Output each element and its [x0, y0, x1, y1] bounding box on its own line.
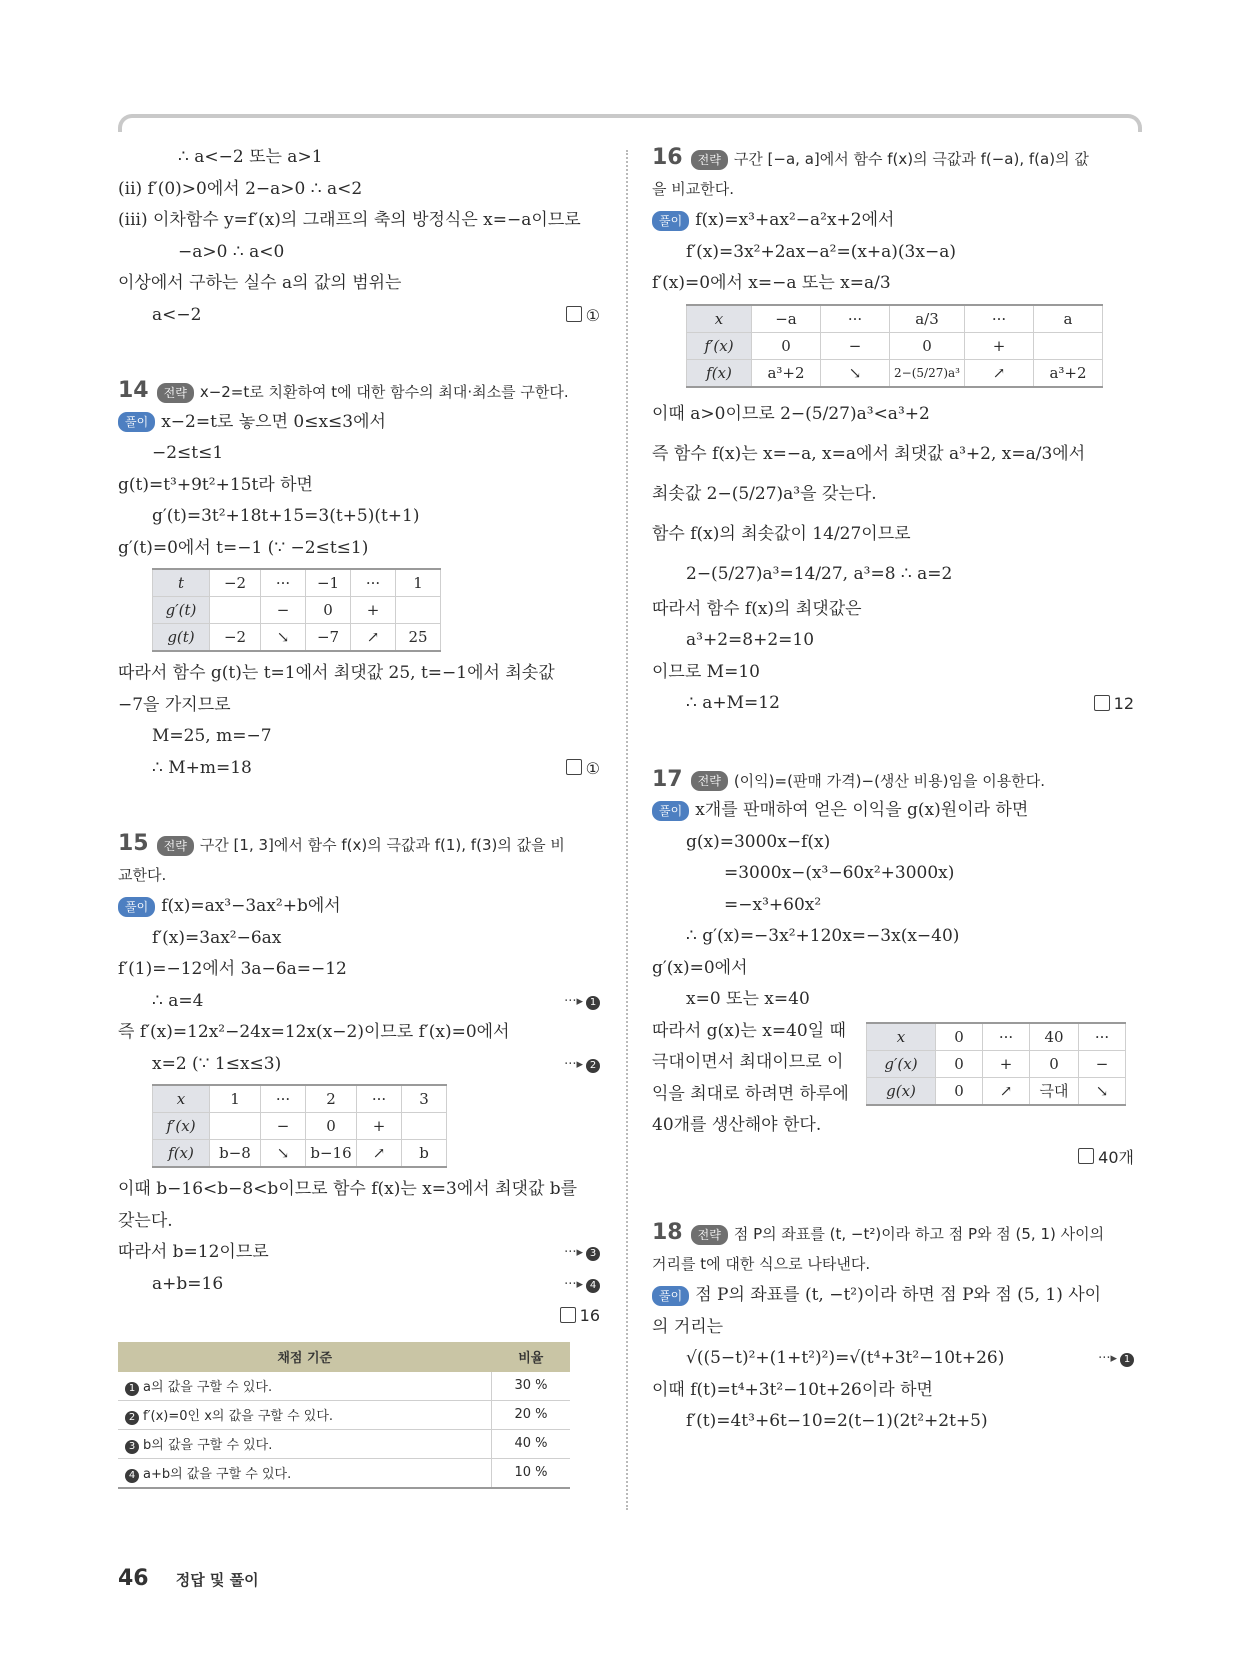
solution-tag: 풀이	[118, 897, 155, 917]
solution-line: 2−(5/27)a³=14/27, a³=8 ∴ a=2	[686, 563, 953, 584]
grading-ratio: 20 %	[492, 1400, 571, 1429]
strategy-text: 교한다.	[118, 865, 167, 884]
solution-line: =−x³+60x²	[724, 894, 822, 915]
answer-icon	[566, 306, 582, 322]
table-cell: ···	[261, 1085, 306, 1113]
table-cell: g′(x)	[867, 1050, 936, 1077]
problem-17-conclusion	[652, 1016, 1134, 1142]
variation-table-15	[152, 1084, 447, 1168]
solution-text: 따라서 b=12이므로	[118, 1242, 269, 1262]
solution-line: 의 거리는	[652, 1316, 724, 1337]
table-cell: f(x)	[687, 359, 752, 387]
table-cell: a	[1034, 305, 1103, 333]
answer-value: ①	[585, 758, 600, 778]
table-cell: ↘	[1079, 1077, 1126, 1105]
table-cell	[210, 1113, 261, 1140]
solution-tag: 풀이	[652, 1286, 689, 1306]
step-badge: 4	[125, 1469, 139, 1483]
page-footer	[118, 1566, 259, 1591]
strategy-tag: 전략	[691, 150, 728, 170]
solution-tag: 풀이	[118, 412, 155, 432]
solution-line: g′(x)=0에서	[652, 957, 748, 978]
table-cell: −2	[210, 624, 261, 652]
solution-line: ∴ g′(x)=−3x²+120x=−3x(x−40)	[686, 926, 960, 946]
table-cell: 2	[306, 1085, 357, 1113]
table-cell: −a	[752, 305, 821, 333]
table-cell: f′(x)	[153, 1113, 210, 1140]
table-cell: x	[687, 305, 752, 333]
strategy-text: 구간 [1, 3]에서 함수 f(x)의 극값과 f(1), f(3)의 값을 비	[199, 836, 565, 854]
table-cell: 극대	[1030, 1077, 1079, 1105]
solution-line	[118, 891, 600, 923]
grading-ratio: 40 %	[492, 1429, 571, 1458]
solution-line	[652, 688, 1134, 720]
solution-text: a+b=16	[152, 1273, 224, 1294]
table-cell: ···	[351, 569, 396, 597]
solution-tag: 풀이	[652, 801, 689, 821]
variation-table-17-wrap	[866, 1022, 1126, 1106]
criterion-text: a의 값을 구할 수 있다.	[143, 1379, 273, 1395]
answer-mark	[566, 300, 600, 332]
variation-table-14	[152, 568, 441, 652]
table-cell: ↘	[261, 1140, 306, 1168]
table-cell	[210, 597, 261, 624]
table-cell: ···	[261, 569, 306, 597]
solution-line: −7을 가지므로	[118, 694, 231, 715]
table-cell: ···	[357, 1085, 402, 1113]
strategy-tag: 전략	[691, 1225, 728, 1245]
table-cell: t	[153, 569, 210, 597]
solution-line	[652, 1280, 1134, 1312]
answer-mark	[652, 1142, 1134, 1174]
grading-criterion	[118, 1429, 492, 1458]
step-marker-4: ···▸ 4	[564, 1269, 600, 1301]
solution-tag: 풀이	[652, 211, 689, 231]
step-badge: 1	[125, 1382, 139, 1396]
result-text: ∴ a+M=12	[686, 693, 780, 713]
table-cell: ···	[821, 305, 890, 333]
strategy-text: 구간 [−a, a]에서 함수 f(x)의 극값과 f(−a), f(a)의 값	[733, 150, 1089, 168]
answer-mark	[566, 753, 600, 785]
table-cell: 2−(5/27)a³	[890, 359, 965, 387]
solution-line: 즉 f′(x)=12x²−24x=12x(x−2)이므로 f′(x)=0에서	[118, 1022, 510, 1042]
grading-table	[118, 1342, 570, 1489]
solution-line: 함수 f(x)의 최솟값이 14/27이므로	[652, 523, 911, 544]
result-text: a<−2	[152, 304, 202, 325]
table-row	[118, 1458, 570, 1488]
solution-line: −a>0 ∴ a<0	[178, 241, 285, 262]
table-cell: −1	[306, 569, 351, 597]
problem-15-header	[118, 828, 600, 860]
solution-line	[118, 1049, 600, 1081]
grading-ratio: 30 %	[492, 1372, 571, 1401]
table-cell: −2	[210, 569, 261, 597]
page-top-frame	[118, 114, 1142, 132]
solution-line: f′(1)=−12에서 3a−6a=−12	[118, 959, 347, 979]
answer-icon	[566, 759, 582, 775]
solution-line: g′(t)=0에서 t=−1 (∵ −2≤t≤1)	[118, 537, 369, 558]
answer-mark	[118, 1300, 600, 1332]
solution-text: f(x)=x³+ax²−a²x+2에서	[695, 210, 895, 230]
criterion-text: b의 값을 구할 수 있다.	[143, 1437, 273, 1453]
step-marker-3: ···▸ 3	[564, 1237, 600, 1269]
answer-value: ①	[585, 305, 600, 325]
table-cell: 25	[396, 624, 441, 652]
solution-line	[118, 1269, 600, 1301]
problem-number: 18	[652, 1220, 683, 1245]
solution-line: −2≤t≤1	[152, 443, 224, 463]
answer-icon	[560, 1307, 576, 1323]
strategy-text: 점 P의 좌표를 (t, −t²)이라 하고 점 P와 점 (5, 1) 사이의	[733, 1225, 1105, 1243]
problem-number: 16	[652, 145, 683, 170]
solution-line	[652, 1343, 1134, 1375]
problem-17-header	[652, 764, 1134, 796]
grading-ratio: 10 %	[492, 1458, 571, 1488]
table-cell: 0	[306, 597, 351, 624]
solution-line: 이때 b−16<b−8<b이므로 함수 f(x)는 x=3에서 최댓값 b를	[118, 1179, 578, 1199]
table-cell: 1	[210, 1085, 261, 1113]
step-badge: 2	[125, 1411, 139, 1425]
table-cell: f′(x)	[687, 332, 752, 359]
step-marker-1: ···▸ 1	[1098, 1343, 1134, 1375]
table-cell: f(x)	[153, 1140, 210, 1168]
table-cell: 0	[936, 1023, 983, 1051]
table-cell: g′(t)	[153, 597, 210, 624]
table-cell: x	[153, 1085, 210, 1113]
criterion-text: a+b의 값을 구할 수 있다.	[143, 1466, 292, 1482]
solution-text: x개를 판매하여 얻은 이익을 g(x)원이라 하면	[695, 800, 1029, 820]
solution-line: 극대이면서 최대이므로 이	[652, 1052, 844, 1072]
table-cell: +	[351, 597, 396, 624]
table-cell: +	[983, 1050, 1030, 1077]
solution-text: x=2 (∵ 1≤x≤3)	[152, 1053, 282, 1074]
problem-18-header	[652, 1217, 1134, 1249]
solution-line: 이때 f(t)=t⁴+3t²−10t+26이라 하면	[652, 1379, 933, 1400]
solution-line: f′(x)=3x²+2ax−a²=(x+a)(3x−a)	[686, 241, 956, 262]
solution-line: =3000x−(x³−60x²+3000x)	[724, 863, 955, 883]
table-row	[118, 1429, 570, 1458]
table-cell: b−8	[210, 1140, 261, 1168]
table-cell: g(x)	[867, 1077, 936, 1105]
table-cell: −	[261, 597, 306, 624]
strategy-text: (이익)=(판매 가격)−(생산 비용)임을 이용한다.	[733, 771, 1045, 790]
solution-text: f(x)=ax³−3ax²+b에서	[161, 896, 341, 916]
solution-line	[118, 300, 600, 332]
problem-14-header	[118, 375, 600, 407]
step-badge: 3	[125, 1440, 139, 1454]
solution-text: √((5−t)²+(1+t²)²)=√(t⁴+3t²−10t+26)	[686, 1348, 1005, 1368]
strategy-text: x−2=t로 치환하여 t에 대한 함수의 최대·최소를 구한다.	[199, 383, 569, 401]
answer-value: 40개	[1098, 1147, 1134, 1167]
table-cell: 0	[1030, 1050, 1079, 1077]
strategy-tag: 전략	[157, 836, 194, 856]
solution-line: M=25, m=−7	[152, 726, 272, 746]
solution-line: 이상에서 구하는 실수 a의 값의 범위는	[118, 273, 402, 293]
solution-line: 따라서 g(x)는 x=40일 때	[652, 1020, 846, 1041]
strategy-tag: 전략	[691, 771, 728, 791]
solution-line: (iii) 이차함수 y=f′(x)의 그래프의 축의 방정식은 x=−a이므로	[118, 210, 581, 230]
right-column	[652, 142, 1134, 1438]
table-cell: ↘	[261, 624, 306, 652]
solution-line: 이때 a>0이므로 2−(5/27)a³<a³+2	[652, 403, 930, 424]
table-cell: 40	[1030, 1023, 1079, 1051]
table-row	[118, 1372, 570, 1401]
solution-line: a³+2=8+2=10	[686, 630, 815, 650]
solution-line: g′(t)=3t²+18t+15=3(t+5)(t+1)	[152, 506, 420, 526]
problem-number: 17	[652, 766, 683, 792]
table-cell: ···	[1079, 1023, 1126, 1051]
table-cell: −	[261, 1113, 306, 1140]
page-number: 46	[118, 1566, 149, 1591]
table-cell: −7	[306, 624, 351, 652]
table-cell: x	[867, 1023, 936, 1051]
left-column	[118, 142, 600, 1489]
table-cell: a/3	[890, 305, 965, 333]
table-cell: 3	[402, 1085, 447, 1113]
table-cell: b−16	[306, 1140, 357, 1168]
solution-line: f′(t)=4t³+6t−10=2(t−1)(2t²+2t+5)	[686, 1411, 988, 1431]
solution-line: 이므로 M=10	[652, 661, 760, 682]
problem-16-header	[652, 142, 1134, 174]
result-text: ∴ M+m=18	[152, 757, 252, 778]
solution-line: 따라서 함수 g(t)는 t=1에서 최댓값 25, t=−1에서 최솟값	[118, 663, 555, 683]
column-divider	[626, 150, 628, 1510]
step-marker-2: ···▸ 2	[564, 1049, 600, 1081]
solution-line: f′(x)=3ax²−6ax	[152, 927, 282, 948]
table-cell	[396, 597, 441, 624]
solution-line	[118, 986, 600, 1018]
table-cell: 0	[936, 1050, 983, 1077]
table-cell: ···	[983, 1023, 1030, 1051]
solution-text: x−2=t로 놓으면 0≤x≤3에서	[161, 411, 386, 432]
table-cell: ↗	[965, 359, 1034, 387]
strategy-text: 을 비교한다.	[652, 179, 734, 198]
table-cell: 0	[936, 1077, 983, 1105]
solution-line: g(t)=t³+9t²+15t라 하면	[118, 474, 313, 495]
problem-number: 15	[118, 831, 149, 856]
solution-line: x=0 또는 x=40	[686, 989, 810, 1009]
criterion-text: f′(x)=0인 x의 값을 구할 수 있다.	[143, 1408, 334, 1424]
table-cell: 0	[890, 332, 965, 359]
solution-line: f′(x)=0에서 x=−a 또는 x=a/3	[652, 273, 891, 293]
table-cell: g(t)	[153, 624, 210, 652]
table-cell: +	[965, 332, 1034, 359]
table-cell: ↘	[821, 359, 890, 387]
table-cell: ↗	[357, 1140, 402, 1168]
table-cell: ↗	[351, 624, 396, 652]
solution-line: ∴ a<−2 또는 a>1	[178, 147, 323, 167]
table-cell: −	[1079, 1050, 1126, 1077]
solution-line: 최솟값 2−(5/27)a³을 갖는다.	[652, 483, 877, 504]
table-cell: 1	[396, 569, 441, 597]
grading-header-criteria: 채점 기준	[118, 1342, 492, 1372]
table-cell: ↗	[983, 1077, 1030, 1105]
problem-number: 14	[118, 378, 149, 403]
grading-header-ratio: 비율	[492, 1342, 571, 1372]
conclusion-text	[652, 1016, 857, 1142]
solution-text: 점 P의 좌표를 (t, −t²)이라 하면 점 P와 점 (5, 1) 사이	[695, 1285, 1102, 1305]
table-cell: 0	[306, 1113, 357, 1140]
variation-table-17	[866, 1022, 1126, 1106]
solution-line	[118, 1237, 600, 1269]
solution-line	[652, 205, 1134, 237]
solution-line: 따라서 함수 f(x)의 최댓값은	[652, 598, 862, 619]
variation-table-16	[686, 304, 1103, 388]
table-cell: −	[821, 332, 890, 359]
table-cell	[1034, 332, 1103, 359]
table-cell: b	[402, 1140, 447, 1168]
solution-line: 익을 최대로 하려면 하루에	[652, 1083, 849, 1104]
solution-text: ∴ a=4	[152, 990, 204, 1011]
table-cell: a³+2	[1034, 359, 1103, 387]
footer-label: 정답 및 풀이	[175, 1571, 259, 1589]
strategy-tag: 전략	[157, 383, 194, 403]
table-cell: a³+2	[752, 359, 821, 387]
answer-value: 12	[1113, 694, 1134, 713]
solution-line: 갖는다.	[118, 1210, 173, 1231]
solution-line: 즉 함수 f(x)는 x=−a, x=a에서 최댓값 a³+2, x=a/3에서	[652, 443, 1086, 464]
grading-criterion	[118, 1372, 492, 1401]
grading-criterion	[118, 1400, 492, 1429]
grading-criterion	[118, 1458, 492, 1488]
answer-mark	[1094, 688, 1134, 720]
solution-line: g(x)=3000x−f(x)	[686, 831, 831, 852]
table-cell: 0	[752, 332, 821, 359]
solution-line	[652, 795, 1134, 827]
strategy-text: 거리를 t에 대한 식으로 나타낸다.	[652, 1254, 871, 1273]
solution-line	[118, 407, 600, 439]
step-marker-1: ···▸ 1	[564, 986, 600, 1018]
table-cell: ···	[965, 305, 1034, 333]
answer-value: 16	[579, 1306, 600, 1325]
answer-icon	[1078, 1148, 1094, 1164]
solution-line: (ii) f′(0)>0에서 2−a>0 ∴ a<2	[118, 178, 363, 199]
table-cell	[402, 1113, 447, 1140]
table-row	[118, 1400, 570, 1429]
solution-line: 40개를 생산해야 한다.	[652, 1115, 822, 1135]
answer-icon	[1094, 695, 1110, 711]
table-cell: +	[357, 1113, 402, 1140]
solution-line	[118, 753, 600, 785]
